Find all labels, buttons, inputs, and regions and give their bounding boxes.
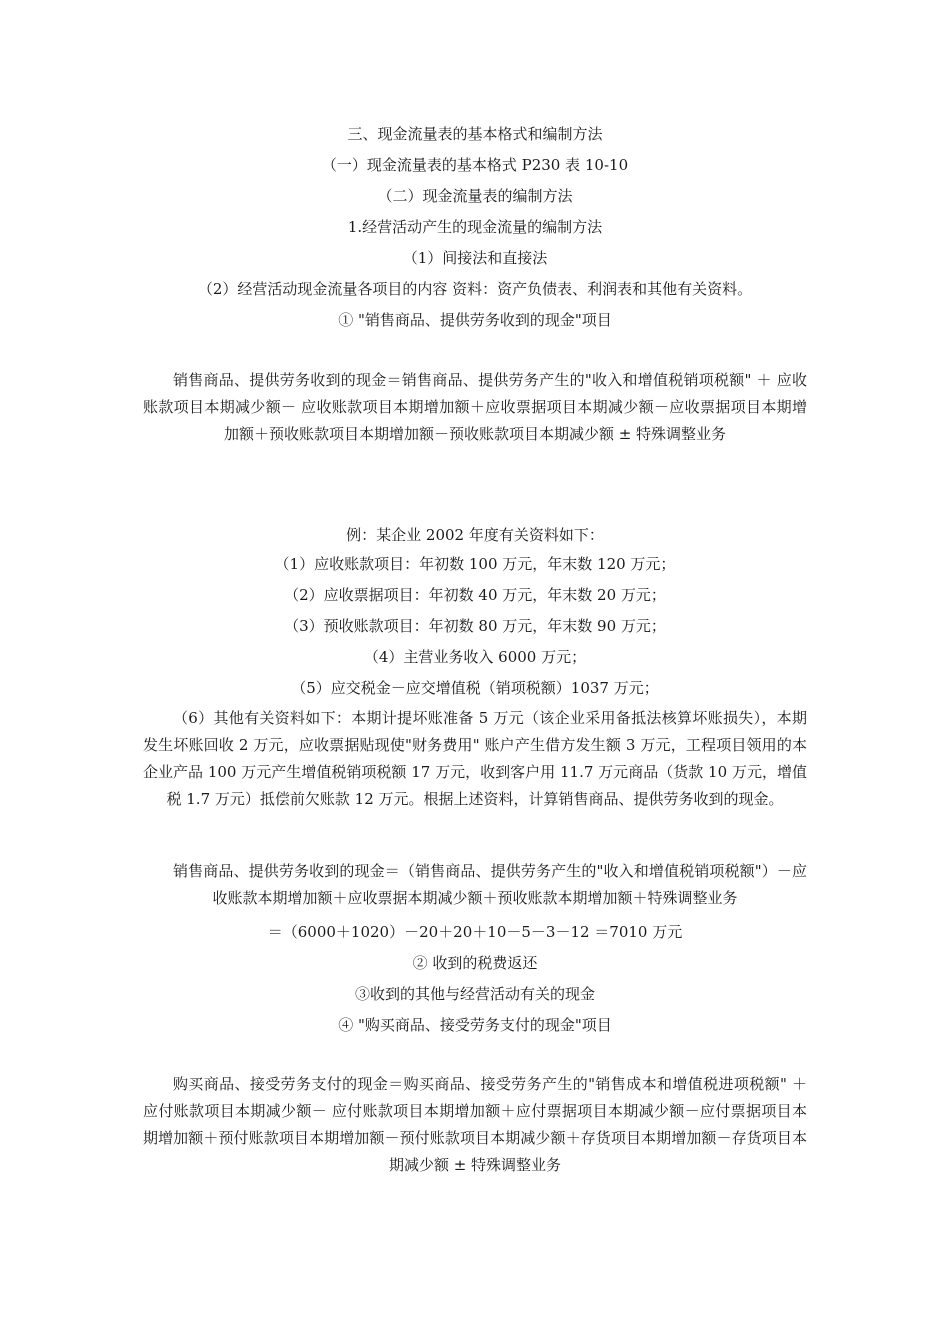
subheading-basic-format: （一）现金流量表的基本格式 P230 表 10-10 bbox=[321, 156, 629, 174]
section-heading: 三、现金流量表的基本格式和编制方法 bbox=[347, 125, 603, 143]
example-item-5: （5）应交税金－应交增值税（销项税额）1037 万元； bbox=[291, 679, 659, 697]
subheading-operating: 1.经营活动产生的现金流量的编制方法 bbox=[347, 218, 603, 236]
example-item-6: （6）其他有关资料如下：本期计提坏账准备 5 万元（该企业采用备抵法核算坏账损失），本期发生坏账回收 2 万元，应收票据贴现使"财务费用" 账户产生借方发生额 3 万元，工程项目领用的本企业产品 100 万元产生增值税销项税额 17 万元，收到客户用 11.7 万元商品（货款 10 万元，增值税 1.7 万元）抵偿前欠账款 12 万元。根据上述资料，计算销售商品、提供劳务收到的现金。 bbox=[143, 709, 807, 808]
item-sales-cash-title: ① "销售商品、提供劳务收到的现金"项目 bbox=[338, 311, 612, 329]
subheading-method: （二）现金流量表的编制方法 bbox=[377, 187, 573, 205]
example-intro: 例：某企业 2002 年度有关资料如下： bbox=[346, 526, 604, 544]
item-contents: （2）经营活动现金流量各项目的内容 资料：资产负债表、利润表和其他有关资料。 bbox=[197, 280, 753, 298]
formula-sales-cash: 销售商品、提供劳务收到的现金＝销售商品、提供劳务产生的"收入和增值税销项税额" ＋ 应收账款项目本期减少额－ 应收账款项目本期增加额＋应收票据项目本期减少额－应收票据项目本期增加额＋预收账款项目本期增加额－预收账款项目本期减少额 ± 特殊调整业务 bbox=[143, 371, 807, 443]
item-purchase-cash-title: ④ "购买商品、接受劳务支付的现金"项目 bbox=[338, 1016, 612, 1034]
item-tax-refund: ② 收到的税费返还 bbox=[412, 954, 538, 972]
calculation-formula: 销售商品、提供劳务收到的现金＝（销售商品、提供劳务产生的"收入和增值税销项税额"）－应收账款本期增加额＋应收票据本期减少额＋预收账款本期增加额＋特殊调整业务 bbox=[173, 862, 807, 907]
item-other-operating-cash: ③收到的其他与经营活动有关的现金 bbox=[354, 985, 595, 1003]
formula-purchase-cash: 购买商品、接受劳务支付的现金＝购买商品、接受劳务产生的"销售成本和增值税进项税额" ＋ 应付账款项目本期减少额－ 应付账款项目本期增加额＋应付票据项目本期减少额－应付票据项目本期增加额＋预付账款项目本期增加额－预付账款项目本期减少额＋存货项目本期增加额－存货项目本期减少额 ± 特殊调整业务 bbox=[143, 1075, 807, 1174]
example-item-3: （3）预收账款项目：年初数 80 万元，年末数 90 万元； bbox=[284, 617, 666, 635]
example-item-1: （1）应收账款项目：年初数 100 万元，年末数 120 万元； bbox=[274, 555, 676, 573]
example-item-4: （4）主营业务收入 6000 万元； bbox=[363, 648, 587, 666]
item-indirect-direct: （1）间接法和直接法 bbox=[402, 249, 548, 267]
example-item-2: （2）应收票据项目：年初数 40 万元，年末数 20 万元； bbox=[284, 586, 666, 604]
calculation-result: ＝（6000＋1020）－20＋20＋10－5－3－12 ＝7010 万元 bbox=[267, 923, 683, 941]
